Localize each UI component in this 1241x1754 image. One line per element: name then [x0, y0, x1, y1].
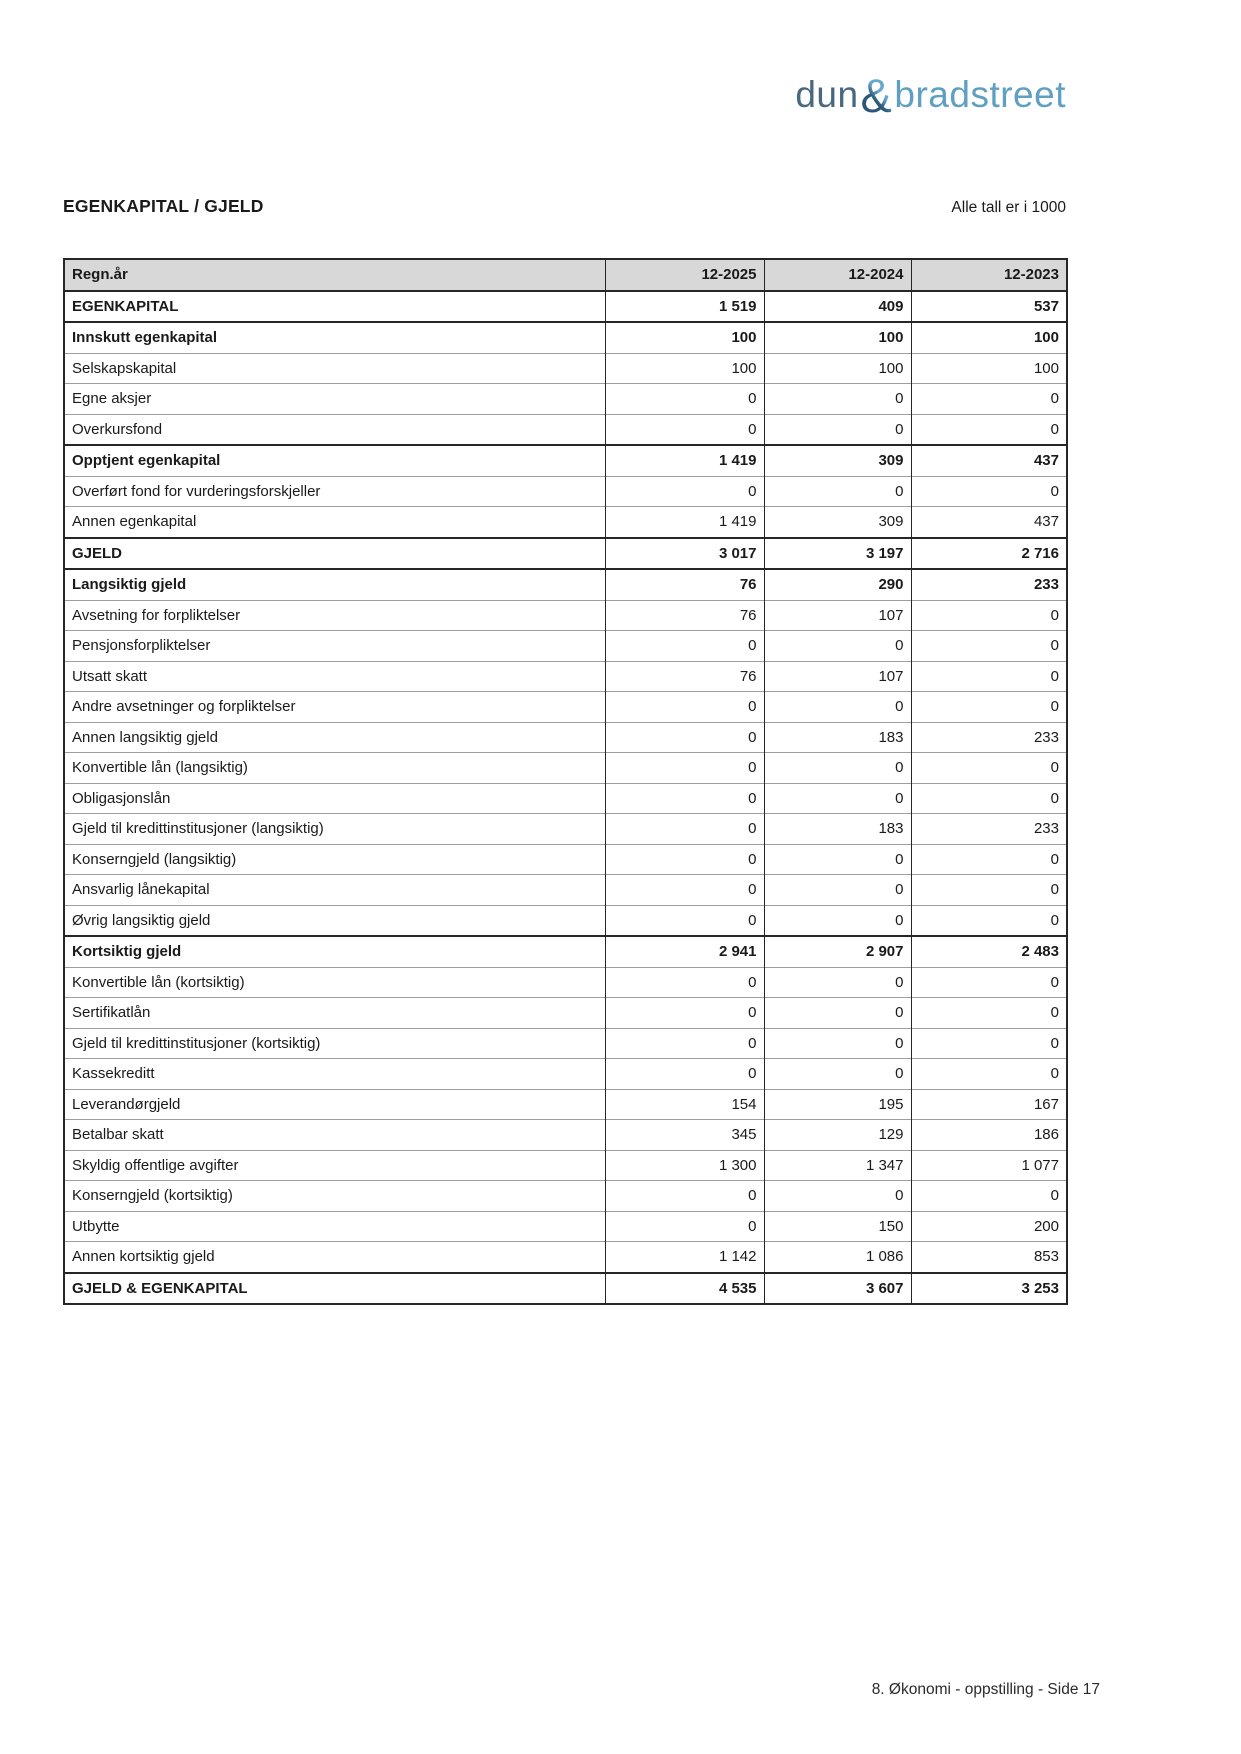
- row-label: Overført fond for vurderingsforskjeller: [64, 476, 605, 507]
- row-value: 309: [764, 507, 911, 538]
- row-value: 100: [764, 322, 911, 353]
- row-label: GJELD & EGENKAPITAL: [64, 1273, 605, 1305]
- row-label: Kortsiktig gjeld: [64, 936, 605, 967]
- row-label: Utsatt skatt: [64, 661, 605, 692]
- row-label: Betalbar skatt: [64, 1120, 605, 1151]
- row-value: 150: [764, 1211, 911, 1242]
- table-row: [64, 538, 1067, 570]
- row-value: 0: [605, 905, 764, 936]
- row-value: 1 300: [605, 1150, 764, 1181]
- row-label: Skyldig offentlige avgifter: [64, 1150, 605, 1181]
- row-value: 0: [764, 753, 911, 784]
- row-value: 1 419: [605, 507, 764, 538]
- table-row: [64, 1059, 1067, 1090]
- row-value: 4 535: [605, 1273, 764, 1305]
- row-label: Leverandørgjeld: [64, 1089, 605, 1120]
- row-value: 0: [911, 1181, 1067, 1212]
- row-value: 0: [911, 1028, 1067, 1059]
- column-header-12-2024: 12-2024: [764, 259, 911, 291]
- row-value: 0: [605, 753, 764, 784]
- row-label: Annen kortsiktig gjeld: [64, 1242, 605, 1273]
- row-label: Innskutt egenkapital: [64, 322, 605, 353]
- row-label: Sertifikatlån: [64, 998, 605, 1029]
- row-value: 100: [605, 353, 764, 384]
- row-label: Andre avsetninger og forpliktelser: [64, 692, 605, 723]
- row-value: 0: [764, 476, 911, 507]
- table-row: [64, 1211, 1067, 1242]
- row-label: GJELD: [64, 538, 605, 570]
- row-value: 0: [764, 631, 911, 662]
- row-value: 0: [605, 783, 764, 814]
- logo-text-bradstreet: bradstreet: [894, 74, 1066, 115]
- title-bar: [63, 196, 1066, 217]
- row-value: 3 197: [764, 538, 911, 570]
- row-label: Konserngjeld (kortsiktig): [64, 1181, 605, 1212]
- row-value: 2 907: [764, 936, 911, 967]
- row-value: 437: [911, 445, 1067, 476]
- row-value: 0: [764, 414, 911, 445]
- table-row: [64, 569, 1067, 600]
- row-value: 0: [605, 1211, 764, 1242]
- row-label: Pensjonsforpliktelser: [64, 631, 605, 662]
- row-value: 195: [764, 1089, 911, 1120]
- row-value: 107: [764, 661, 911, 692]
- row-value: 309: [764, 445, 911, 476]
- row-value: 0: [605, 998, 764, 1029]
- table-row: [64, 384, 1067, 415]
- table-row: [64, 692, 1067, 723]
- row-value: 0: [911, 783, 1067, 814]
- row-value: 853: [911, 1242, 1067, 1273]
- row-value: 0: [911, 905, 1067, 936]
- table-row: [64, 476, 1067, 507]
- row-value: 107: [764, 600, 911, 631]
- row-label: Annen langsiktig gjeld: [64, 722, 605, 753]
- table-row: [64, 661, 1067, 692]
- row-value: 0: [911, 692, 1067, 723]
- column-header-12-2023: 12-2023: [911, 259, 1067, 291]
- row-value: 0: [911, 753, 1067, 784]
- row-value: 100: [911, 322, 1067, 353]
- row-value: 0: [911, 631, 1067, 662]
- table-row: [64, 905, 1067, 936]
- row-value: 3 253: [911, 1273, 1067, 1305]
- row-label: Opptjent egenkapital: [64, 445, 605, 476]
- row-label: Konserngjeld (langsiktig): [64, 844, 605, 875]
- row-value: 0: [605, 722, 764, 753]
- table-row: [64, 875, 1067, 906]
- row-value: 0: [911, 1059, 1067, 1090]
- row-value: 0: [764, 1059, 911, 1090]
- row-value: 0: [911, 384, 1067, 415]
- units-note: Alle tall er i 1000: [951, 199, 1066, 216]
- row-value: 2 716: [911, 538, 1067, 570]
- row-label: Ansvarlig lånekapital: [64, 875, 605, 906]
- row-value: 0: [764, 384, 911, 415]
- row-value: 437: [911, 507, 1067, 538]
- table-row: [64, 1120, 1067, 1151]
- row-value: 290: [764, 569, 911, 600]
- row-value: 0: [911, 967, 1067, 998]
- row-value: 183: [764, 814, 911, 845]
- table-row: [64, 1181, 1067, 1212]
- table-row: [64, 507, 1067, 538]
- row-value: 154: [605, 1089, 764, 1120]
- row-value: 0: [605, 1181, 764, 1212]
- logo-text-dun: dun: [795, 74, 859, 115]
- table-row: [64, 414, 1067, 445]
- row-value: 0: [764, 967, 911, 998]
- row-value: 1 519: [605, 291, 764, 323]
- row-value: 167: [911, 1089, 1067, 1120]
- table-row: [64, 291, 1067, 323]
- row-value: 0: [764, 783, 911, 814]
- row-value: 186: [911, 1120, 1067, 1151]
- column-header-12-2025: 12-2025: [605, 259, 764, 291]
- row-value: 0: [911, 661, 1067, 692]
- row-label: Obligasjonslån: [64, 783, 605, 814]
- row-value: 0: [911, 875, 1067, 906]
- row-label: Langsiktig gjeld: [64, 569, 605, 600]
- row-value: 100: [911, 353, 1067, 384]
- row-value: 233: [911, 814, 1067, 845]
- row-value: 0: [764, 875, 911, 906]
- row-label: Kassekreditt: [64, 1059, 605, 1090]
- row-value: 200: [911, 1211, 1067, 1242]
- table-row: [64, 753, 1067, 784]
- table-row: [64, 1273, 1067, 1305]
- row-label: Utbytte: [64, 1211, 605, 1242]
- row-value: 0: [605, 692, 764, 723]
- row-value: 0: [764, 905, 911, 936]
- row-value: 409: [764, 291, 911, 323]
- row-value: 76: [605, 569, 764, 600]
- row-label: Selskapskapital: [64, 353, 605, 384]
- row-value: 183: [764, 722, 911, 753]
- row-value: 0: [764, 844, 911, 875]
- row-value: 0: [605, 844, 764, 875]
- table-row: [64, 1150, 1067, 1181]
- table-row: [64, 353, 1067, 384]
- table-row: [64, 814, 1067, 845]
- row-value: 129: [764, 1120, 911, 1151]
- row-value: 0: [911, 476, 1067, 507]
- row-value: 1 347: [764, 1150, 911, 1181]
- row-value: 2 483: [911, 936, 1067, 967]
- row-label: Konvertible lån (langsiktig): [64, 753, 605, 784]
- row-value: 0: [911, 414, 1067, 445]
- row-label: Egne aksjer: [64, 384, 605, 415]
- table-row: [64, 783, 1067, 814]
- row-value: 0: [605, 967, 764, 998]
- row-value: 1 419: [605, 445, 764, 476]
- table-row: [64, 445, 1067, 476]
- table-row: [64, 631, 1067, 662]
- row-value: 1 077: [911, 1150, 1067, 1181]
- row-value: 0: [764, 692, 911, 723]
- dun-bradstreet-logo: [795, 69, 1066, 122]
- row-value: 0: [605, 814, 764, 845]
- row-value: 0: [605, 631, 764, 662]
- table-row: [64, 936, 1067, 967]
- row-value: 0: [605, 1028, 764, 1059]
- row-value: 100: [764, 353, 911, 384]
- column-header-regnar: Regn.år: [64, 259, 605, 291]
- row-value: 0: [605, 1059, 764, 1090]
- row-value: 76: [605, 661, 764, 692]
- table-row: [64, 844, 1067, 875]
- row-value: 233: [911, 569, 1067, 600]
- row-value: 76: [605, 600, 764, 631]
- row-value: 0: [764, 1028, 911, 1059]
- row-value: 0: [605, 384, 764, 415]
- row-label: EGENKAPITAL: [64, 291, 605, 323]
- row-value: 0: [764, 998, 911, 1029]
- row-value: 0: [911, 998, 1067, 1029]
- row-label: Avsetning for forpliktelser: [64, 600, 605, 631]
- table-row: [64, 600, 1067, 631]
- equity-debt-table: [63, 258, 1068, 1305]
- row-label: Annen egenkapital: [64, 507, 605, 538]
- table-header-row: [64, 259, 1067, 291]
- page-title: EGENKAPITAL / GJELD: [63, 196, 264, 216]
- row-value: 233: [911, 722, 1067, 753]
- row-label: Øvrig langsiktig gjeld: [64, 905, 605, 936]
- logo-ampersand-icon: &: [860, 69, 893, 122]
- row-value: 0: [605, 875, 764, 906]
- row-value: 0: [911, 844, 1067, 875]
- row-value: 537: [911, 291, 1067, 323]
- row-label: Overkursfond: [64, 414, 605, 445]
- row-value: 100: [605, 322, 764, 353]
- row-label: Gjeld til kredittinstitusjoner (kortsiktig): [64, 1028, 605, 1059]
- row-value: 0: [605, 414, 764, 445]
- row-value: 345: [605, 1120, 764, 1151]
- row-value: 2 941: [605, 936, 764, 967]
- table-row: [64, 967, 1067, 998]
- row-value: 1 142: [605, 1242, 764, 1273]
- row-label: Konvertible lån (kortsiktig): [64, 967, 605, 998]
- row-value: 1 086: [764, 1242, 911, 1273]
- table-row: [64, 1089, 1067, 1120]
- row-value: 0: [764, 1181, 911, 1212]
- row-value: 3 017: [605, 538, 764, 570]
- row-value: 3 607: [764, 1273, 911, 1305]
- page-footer: 8. Økonomi - oppstilling - Side 17: [871, 1681, 1100, 1698]
- row-value: 0: [605, 476, 764, 507]
- row-value: 0: [911, 600, 1067, 631]
- table-row: [64, 1242, 1067, 1273]
- row-label: Gjeld til kredittinstitusjoner (langsiktig): [64, 814, 605, 845]
- table-row: [64, 322, 1067, 353]
- table-row: [64, 1028, 1067, 1059]
- table-row: [64, 722, 1067, 753]
- table-row: [64, 998, 1067, 1029]
